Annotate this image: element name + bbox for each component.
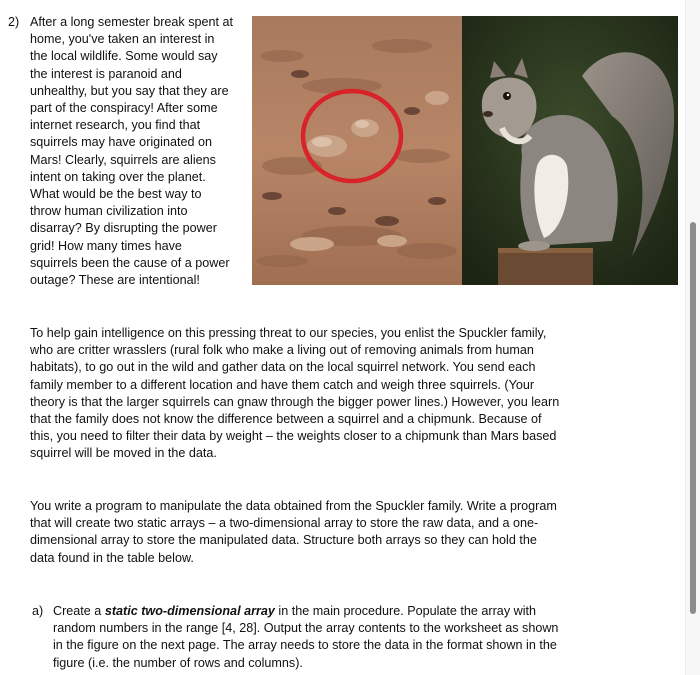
paragraph-line: squirrel will be moved in the data.: [30, 446, 217, 461]
intro-line: unhealthy, but you say that they are: [30, 83, 229, 98]
subquestion-emphasis: static two-dimensional array: [104, 604, 275, 618]
subquestion-line: [53, 603, 613, 620]
intro-line: part of the conspiracy! After some: [30, 101, 218, 116]
paragraph-spuckler-family: [30, 325, 600, 463]
paragraph-line: who are critter wrasslers (rural folk who make a living out of removing animals from human: [30, 343, 534, 358]
paragraph-line: that the family does not know the difference between a squirrel and a chipmunk. Because of: [30, 412, 542, 427]
intro-line: Mars! Clearly, squirrels are aliens: [30, 152, 216, 167]
paragraph-line: family member to a different location and have them catch and weigh three squirrels. (Your: [30, 377, 535, 392]
paragraph-line: You write a program to manipulate the data obtained from the Spuckler family. Write a program: [30, 499, 557, 513]
subquestion-line: figure (i.e. the number of rows and columns).: [53, 655, 303, 670]
vertical-scrollbar[interactable]: [685, 0, 700, 675]
paragraph-line: theory is that the larger squirrels can gnaw through the bigger power lines.) However, you learn: [30, 394, 560, 409]
mars-squirrel-photo: [252, 16, 462, 285]
question-intro: [30, 14, 252, 289]
intro-line: What would be the best way to: [30, 187, 202, 202]
intro-line: intent on taking over the planet.: [30, 169, 206, 184]
paragraph-line: that will create two static arrays – a two-dimensional array to store the raw data, and a one-: [30, 516, 539, 531]
intro-line: the interest is paranoid and: [30, 66, 182, 81]
intro-line: squirrels been the cause of a power: [30, 255, 230, 270]
intro-line: outage? These are intentional!: [30, 273, 200, 288]
intro-line: squirrels may have originated on: [30, 135, 213, 150]
paragraph-program-task: [30, 498, 600, 567]
intro-line: After a long semester break spent at: [30, 15, 234, 29]
intro-line: home, you've taken an interest in: [30, 32, 215, 47]
subquestion-suffix: in the main procedure. Populate the array with: [274, 604, 537, 618]
paragraph-line: data found in the table below.: [30, 550, 194, 565]
subquestion-line: random numbers in the range [4, 28]. Output the array contents to the worksheet as shown: [53, 621, 559, 636]
subquestion-body: [53, 603, 613, 672]
subquestion-line: in the figure on the next page. The array needs to store the data in the format shown in the: [53, 638, 557, 653]
gray-squirrel-photo: [462, 16, 678, 285]
intro-line: grid! How many times have: [30, 238, 182, 253]
paragraph-line: To help gain intelligence on this pressing threat to our species, you enlist the Spuckler family,: [30, 326, 547, 340]
question-number: 2): [8, 15, 20, 29]
paragraph-line: this, you need to filter their data by weight – the weights closer to a chipmunk than Mars based: [30, 429, 557, 444]
intro-line: disarray? By disrupting the power: [30, 221, 217, 236]
intro-line: the local wildlife. Some would say: [30, 49, 218, 64]
subquestion-prefix: Create a: [53, 604, 105, 618]
intro-line: internet research, you find that: [30, 118, 201, 133]
scrollbar-thumb[interactable]: [690, 222, 696, 614]
subquestion-label: a): [32, 604, 44, 618]
intro-line: throw human civilization into: [30, 204, 188, 219]
paragraph-line: habitats), to go out in the wild and gather data on the local squirrel network. You send each: [30, 360, 536, 375]
paragraph-line: dimensional array to store the manipulated data. Structure both arrays so they can hold the: [30, 533, 537, 548]
